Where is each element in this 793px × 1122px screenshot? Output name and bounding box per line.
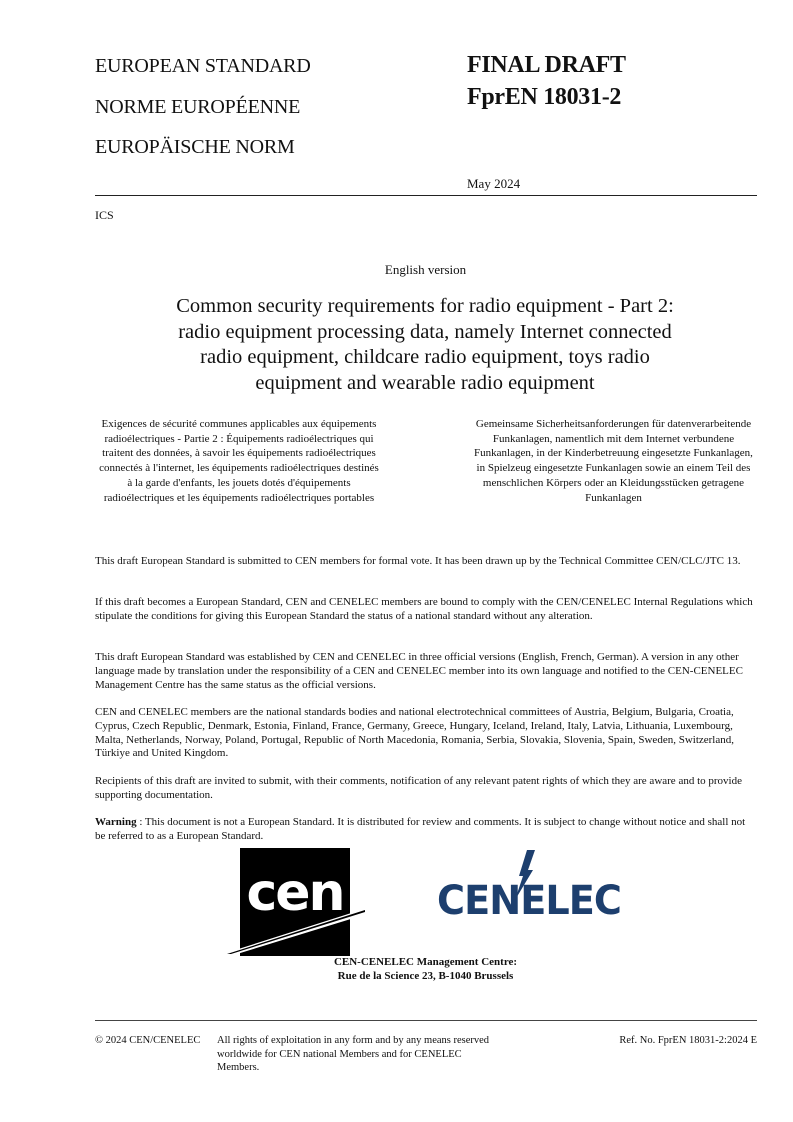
paragraph-warning bbox=[95, 816, 757, 844]
warning-text: : This document is not a European Standard. It is distributed for review and comments. It is subject to change without notice and shall not be referred to as a European Standard. bbox=[95, 816, 746, 842]
header-divider bbox=[95, 195, 757, 196]
draft-status: FINAL DRAFT bbox=[467, 52, 626, 78]
management-centre-address: Rue de la Science 23, B-1040 Brussels bbox=[337, 970, 514, 982]
paragraph-compliance: If this draft becomes a European Standard, CEN and CENELEC members are bound to comply with the CEN/CENELEC Internal Regulations which stipulate the conditions for giving this European Standard the status of a national standard without any alteration. bbox=[95, 596, 753, 622]
paragraph-versions: This draft European Standard was established by CEN and CENELEC in three official versions (English, French, German). A version in any other language made by translation under the responsibility of a CEN and CENELEC member into its own language and notified to the CEN-CENELEC Management Centre has the same status as the official versions. bbox=[95, 651, 743, 691]
standard-title-fr: NORME EUROPÉENNE bbox=[95, 96, 301, 118]
standard-title-de: EUROPÄISCHE NORM bbox=[95, 136, 295, 158]
standard-title-en: EUROPEAN STANDARD bbox=[95, 55, 311, 77]
standard-reference: FprEN 18031-2 bbox=[467, 84, 622, 110]
paragraph-members: CEN and CENELEC members are the national standards bodies and national electrotechnical committees of Austria, Belgium, Bulgaria, Croatia, Cyprus, Czech Republic, Denmark, Estonia, Finland, France, Germany, Greece, Hungary, Iceland, Ireland, Italy, Latvia, Lithuania, Luxembourg, Malta, Netherlands, Norway, Poland, Portugal, Republic of North Macedonia, Romania, Serbia, Slovakia, Slovenia, Spain, Sweden, Switzerland, Türkiye and United Kingdom. bbox=[95, 706, 734, 760]
copyright: © 2024 CEN/CENELEC bbox=[95, 1035, 201, 1046]
paragraph-patents: Recipients of this draft are invited to submit, with their comments, notification of any relevant patent rights of which they are aware and to provide supporting documentation. bbox=[95, 775, 742, 801]
rights-statement: All rights of exploitation in any form and by any means reserved worldwide for CEN national Members and for CENELEC Members. bbox=[217, 1035, 490, 1073]
title-french: Exigences de sécurité communes applicables aux équipements radioélectriques - Partie 2 : Équipements radioélectriques qui traitent des données, à savoir les équipements radioélectriques connectés à l'internet, les équipements radioélectriques destinés à la garde d'enfants, les jouets dotés d'équipements radioélectriques et les équipements radioélectriques portables bbox=[99, 418, 379, 504]
warning-label: Warning bbox=[95, 816, 137, 828]
cen-logo bbox=[227, 848, 367, 956]
footer-divider bbox=[95, 1020, 757, 1021]
cenelec-logo-text: CENELEC bbox=[437, 878, 621, 924]
cen-logo-text: cen bbox=[246, 863, 344, 923]
reference-number: Ref. No. FprEN 18031-2:2024 E bbox=[619, 1035, 757, 1046]
management-centre-name: CEN-CENELEC Management Centre: bbox=[333, 956, 518, 968]
publication-date: May 2024 bbox=[467, 176, 521, 191]
title-german: Gemeinsame Sicherheitsanforderungen für datenverarbeitende Funkanlagen, namentlich mit dem Internet verbundene Funkanlagen, in der Kinderbetreuung eingesetzte Funkanlagen, in Spielzeug eingesetzte Funkanlagen sowie an einem Teil des menschlichen Körpers oder an Kleidungsstücken getragene Funkanlagen bbox=[474, 418, 753, 504]
ics-label: ICS bbox=[95, 208, 114, 222]
main-title: Common security requirements for radio equipment - Part 2: radio equipment processing data, namely Internet connected radio equipment, childcare radio equipment, toys radio equipment and wearable radio equipment bbox=[176, 295, 674, 394]
paragraph-submission: This draft European Standard is submitted to CEN members for formal vote. It has been drawn up by the Technical Committee CEN/CLC/JTC 13. bbox=[95, 555, 741, 567]
language-version: English version bbox=[384, 262, 467, 277]
cenelec-logo bbox=[435, 848, 625, 926]
